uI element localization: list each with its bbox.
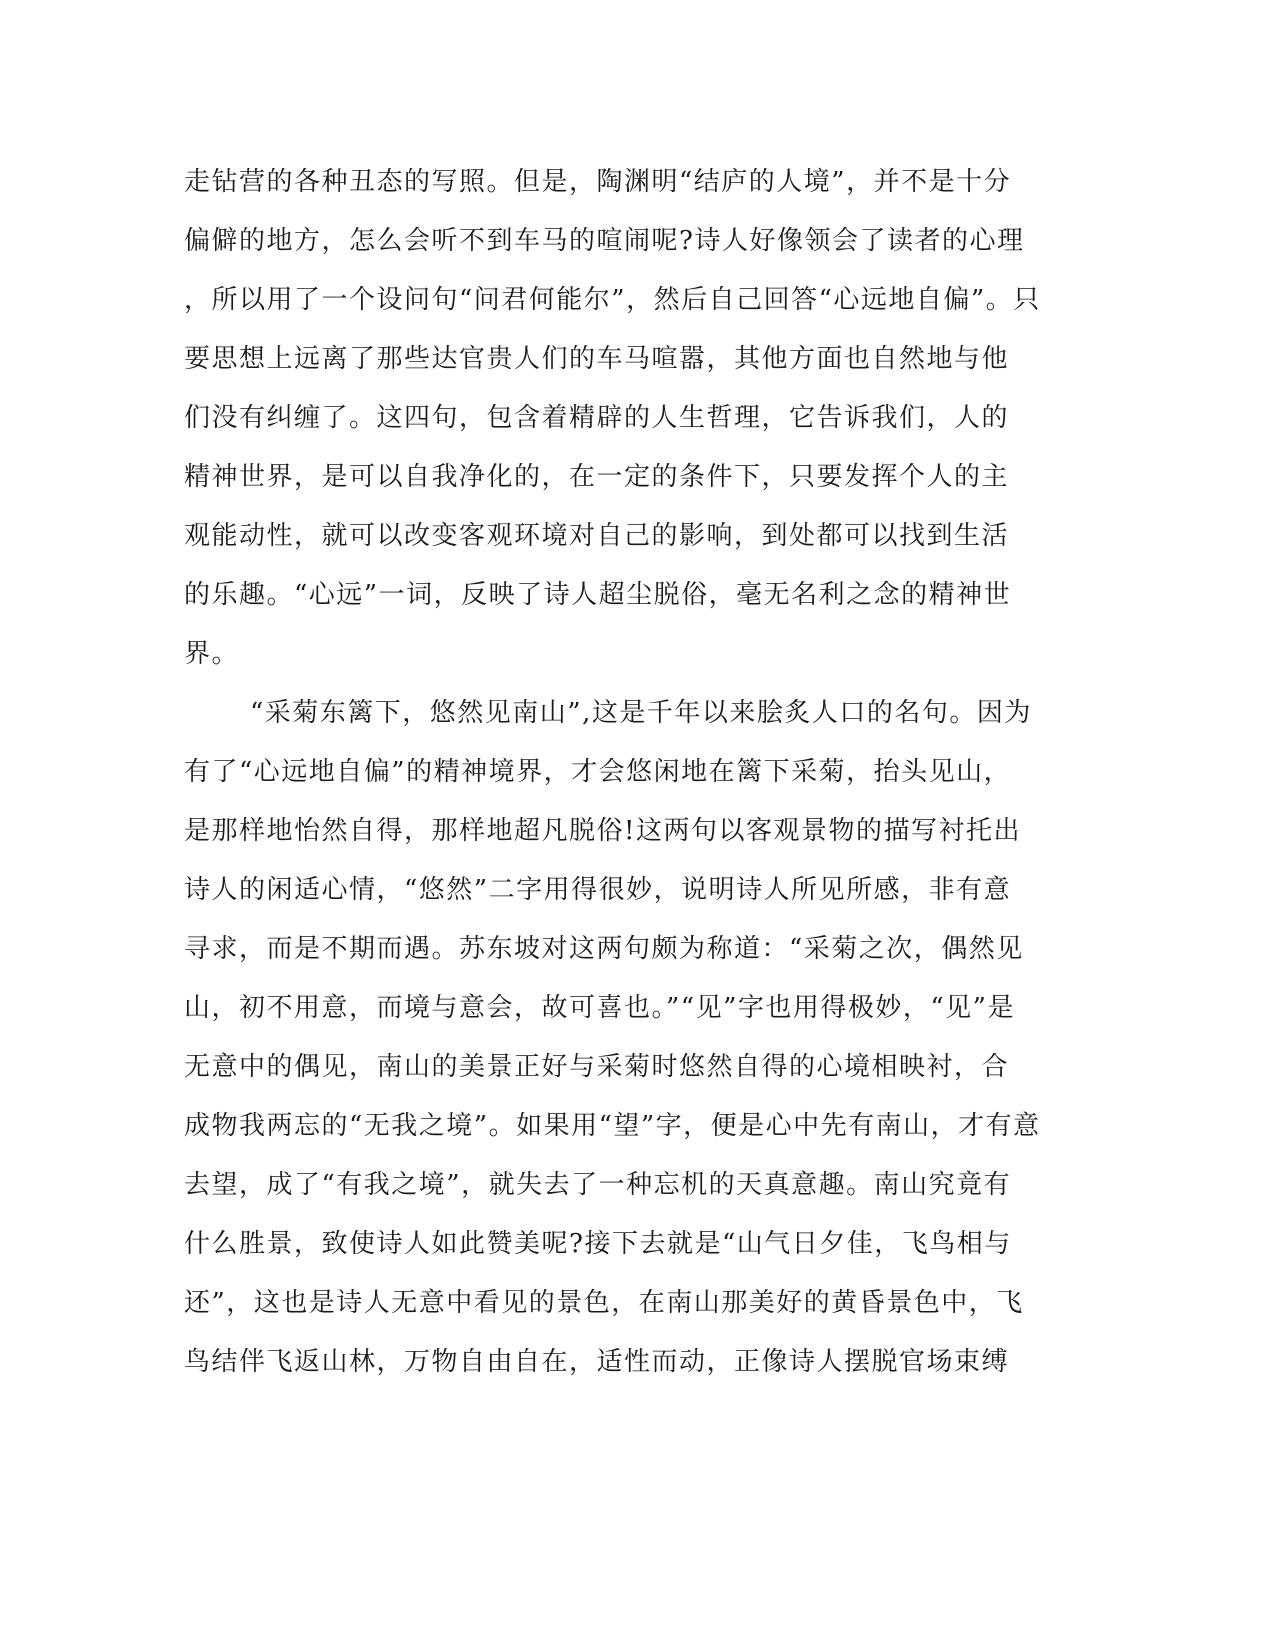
text-line: 还”，这也是诗人无意中看见的景色，在南山那美好的黄昏景色中，飞 [184,1288,1024,1318]
text-line: 偏僻的地方，怎么会听不到车马的喧闹呢?诗人好像领会了读者的心理 [184,226,1025,256]
text-line: 诗人的闲适心情，“悠然”二字用得很妙，说明诗人所见所感，非有意 [184,875,1012,905]
text-line: 去望，成了“有我之境”，就失去了一种忘机的天真意趣。南山究竟有 [184,1170,1012,1200]
text-line: 鸟结伴飞返山林，万物自由自在，适性而动，正像诗人摆脱官场束缚 [184,1347,1010,1377]
text-line: 走钻营的各种丑态的写照。但是，陶渊明“结庐的人境”，并不是十分 [184,167,1012,197]
text-line: 界。 [184,639,240,669]
text-line: 观能动性，就可以改变客观环境对自己的影响，到处都可以找到生活 [184,521,1010,551]
text-line: 什么胜景，致使诗人如此赞美呢?接下去就是“山气日夕佳，飞鸟相与 [184,1229,1012,1259]
text-line: 寻求，而是不期而遇。苏东坡对这两句颇为称道：“采菊之次，偶然见 [184,934,1024,964]
paragraph-first-line: “采菊东篱下，悠然见南山”,这是千年以来脍炙人口的名句。因为 [250,698,1032,728]
text-line: ，所以用了一个设问句“问君何能尔”，然后自己回答“心远地自偏”。只 [184,285,1041,315]
text-line: 们没有纠缠了。这四句，包含着精辟的人生哲理，它告诉我们，人的 [184,403,1010,433]
text-line: 是那样地怡然自得，那样地超凡脱俗!这两句以客观景物的描写衬托出 [184,816,1021,846]
text-line: 的乐趣。“心远”一词，反映了诗人超尘脱俗，毫无名利之念的精神世 [184,580,1012,610]
text-line: 山，初不用意，而境与意会，故可喜也。”“见”字也用得极妙，“见”是 [184,993,1015,1023]
body-text [184,162,1044,1401]
text-line: 成物我两忘的“无我之境”。如果用“望”字，便是心中先有南山，才有意 [184,1111,1041,1141]
text-line: 无意中的偶见，南山的美景正好与采菊时悠然自得的心境相映衬，合 [184,1052,1010,1082]
text-line: 有了“心远地自偏”的精神境界，才会悠闲地在篱下采菊，抬头见山， [184,757,1012,787]
text-line: 精神世界，是可以自我净化的，在一定的条件下，只要发挥个人的主 [184,462,1010,492]
text-line: 要思想上远离了那些达官贵人们的车马喧嚣，其他方面也自然地与他 [184,344,1010,374]
